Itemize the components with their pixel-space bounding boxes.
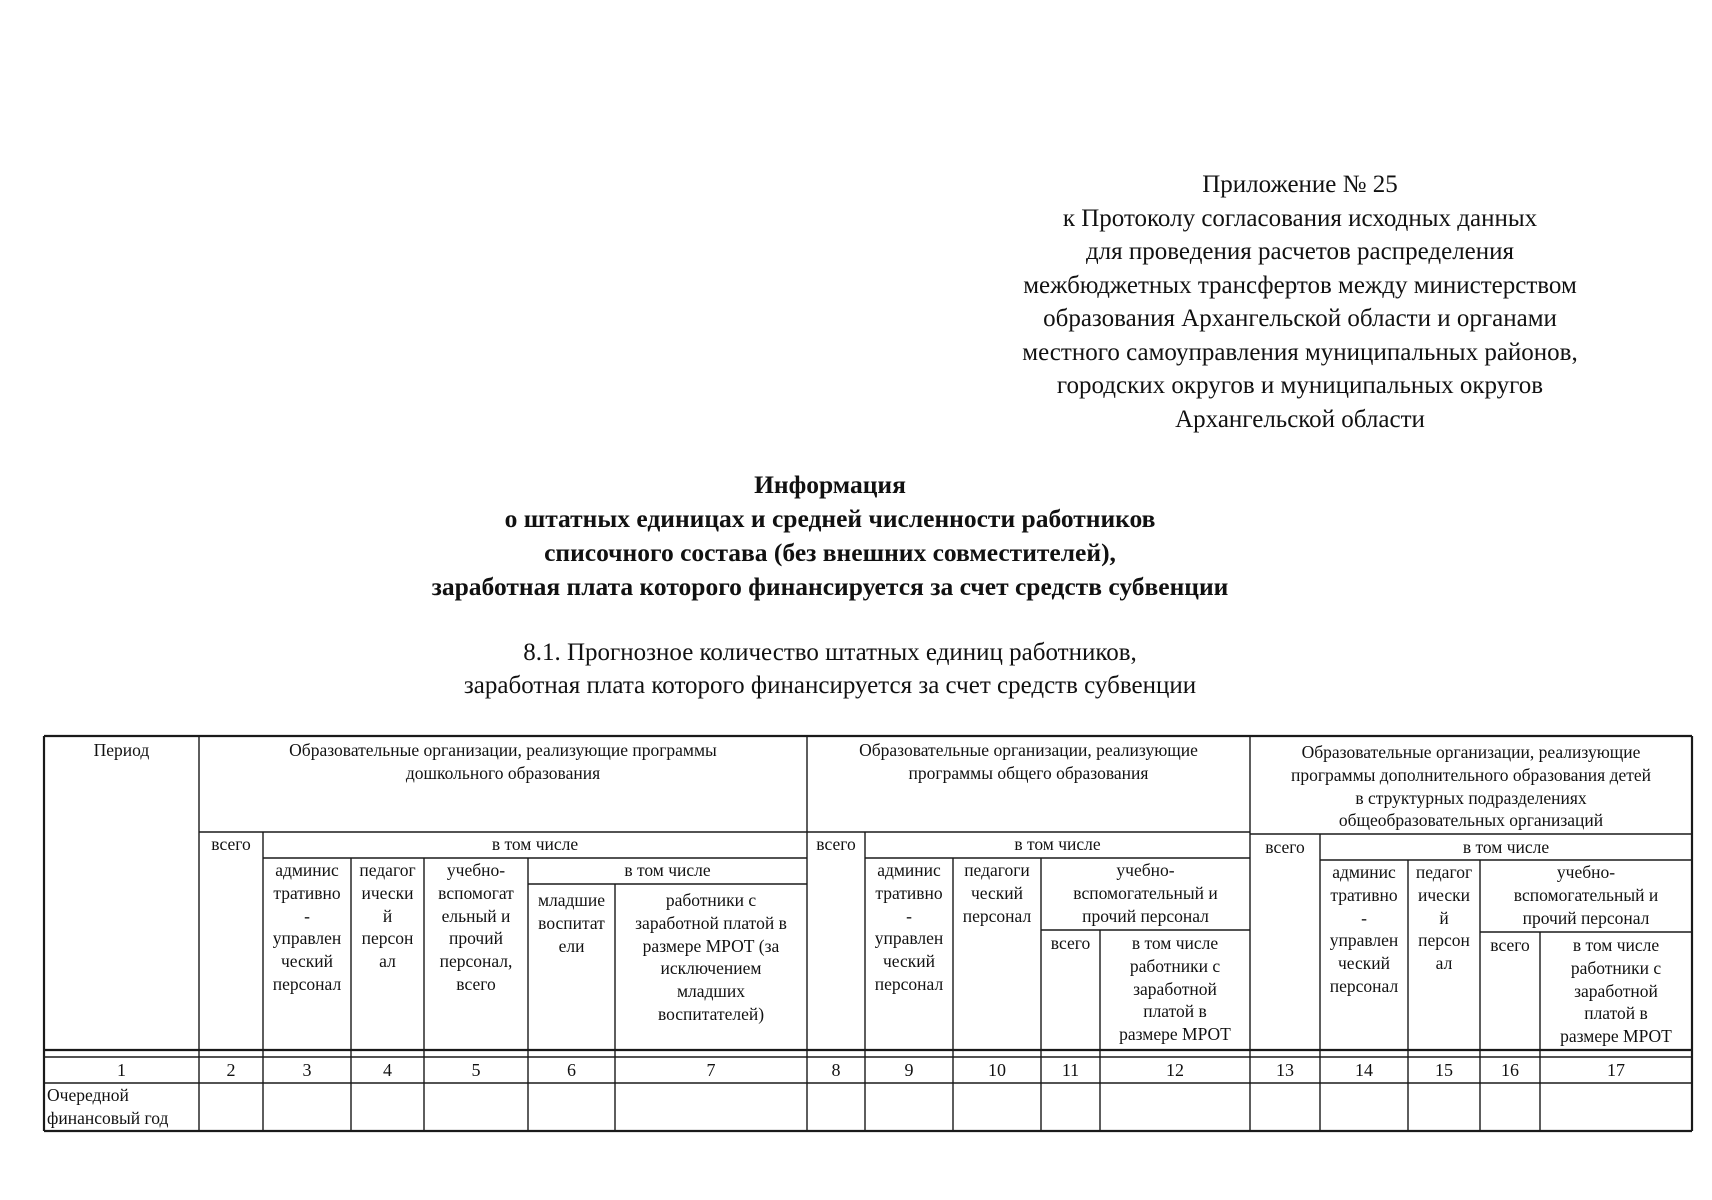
- header-general-support-total: всего: [1050, 933, 1091, 953]
- col-number: 2: [226, 1060, 236, 1080]
- col-number: 15: [1435, 1060, 1453, 1080]
- col-number: 5: [471, 1060, 481, 1080]
- col-number: 13: [1276, 1060, 1294, 1080]
- col-number: 17: [1607, 1060, 1625, 1080]
- header-general-mrot: в том числе работники с заработной платой в размере МРОТ: [1119, 933, 1231, 1045]
- appendix-line: межбюджетных трансфертов между министерством: [1023, 271, 1577, 299]
- header-preschool-support-including: в том числе: [624, 860, 711, 880]
- header-additional-including: в том числе: [1462, 837, 1550, 857]
- header-additional-mrot: в том числе работники с заработной платой в размере МРОТ: [1560, 935, 1672, 1047]
- header-additional-group: Образовательные организации, реализующие программы дополнительного образования детей в структурных подразделениях общеобразовательных организаций: [1290, 742, 1652, 831]
- header-general-admin: админис тративно - управлен ческий персонал: [874, 860, 944, 994]
- header-additional-support: учебно- вспомогательный и прочий персонал: [1513, 862, 1659, 928]
- header-preschool-support: учебно- вспомогат ельный и прочий персонал, всего: [438, 860, 514, 994]
- header-preschool-pedagogical: педагог ически й персон ал: [359, 860, 416, 972]
- appendix-line: для проведения расчетов распределения: [1085, 238, 1515, 265]
- header-mrot-workers: работники с заработной платой в размере МРОТ (за исключением младших воспитателей): [635, 890, 787, 1024]
- header-additional-pedagogical: педагог ически й персон ал: [1415, 862, 1473, 974]
- header-additional-total: всего: [1265, 837, 1305, 857]
- header-preschool-group: Образовательные организации, реализующие программы дошкольного образования: [289, 740, 717, 783]
- header-period: Период: [93, 740, 150, 760]
- header-general-group: Образовательные организации, реализующие программы общего образования: [859, 740, 1198, 783]
- header-preschool-including: в том числе: [491, 834, 579, 854]
- title-line: списочного состава (без внешних совместителей),: [544, 538, 1116, 567]
- header-preschool-total: всего: [211, 834, 251, 854]
- header-general-including: в том числе: [1014, 834, 1101, 854]
- col-number: 10: [988, 1060, 1006, 1080]
- col-number: 14: [1355, 1060, 1373, 1080]
- appendix-line: местного самоуправления муниципальных районов,: [1022, 338, 1578, 366]
- appendix-line: к Протоколу согласования исходных данных: [1062, 204, 1538, 232]
- subtitle-line: 8.1. Прогнозное количество штатных единиц работников,: [523, 639, 1137, 666]
- col-number: 3: [302, 1060, 312, 1080]
- col-number: 1: [117, 1060, 126, 1080]
- col-number: 6: [567, 1060, 576, 1080]
- subtitle-line: заработная плата которого финансируется за счет средств субвенции: [463, 672, 1197, 699]
- col-number: 8: [831, 1060, 841, 1080]
- col-number: 9: [904, 1060, 914, 1080]
- col-number: 4: [383, 1060, 392, 1080]
- title-line: заработная плата которого финансируется за счет средств субвенции: [431, 572, 1229, 601]
- title-line: о штатных единицах и средней численности работников: [504, 504, 1156, 533]
- appendix-line: образования Архангельской области и органами: [1043, 305, 1557, 332]
- header-preschool-admin: админис тративно - управлен ческий персонал: [272, 860, 342, 994]
- col-number: 16: [1501, 1060, 1519, 1080]
- col-number: 11: [1061, 1060, 1080, 1080]
- appendix-line: Приложение № 25: [1202, 171, 1398, 198]
- col-number: 12: [1166, 1060, 1184, 1080]
- row-label-next-fiscal-year: Очередной финансовый год: [47, 1085, 169, 1128]
- header-additional-support-total: всего: [1490, 935, 1530, 955]
- header-junior-educators: младшие воспитат ели: [537, 890, 606, 956]
- title-line: Информация: [754, 470, 906, 499]
- col-number: 7: [706, 1060, 716, 1080]
- header-additional-admin: админис тративно - управлен ческий персонал: [1329, 862, 1399, 996]
- header-general-pedagogical: педагоги ческий персонал: [962, 860, 1032, 926]
- header-general-total: всего: [816, 834, 856, 854]
- appendix-line: Архангельской области: [1175, 405, 1425, 433]
- header-general-support: учебно- вспомогательный и прочий персонал: [1073, 860, 1218, 926]
- appendix-line: городских округов и муниципальных округов: [1056, 372, 1544, 399]
